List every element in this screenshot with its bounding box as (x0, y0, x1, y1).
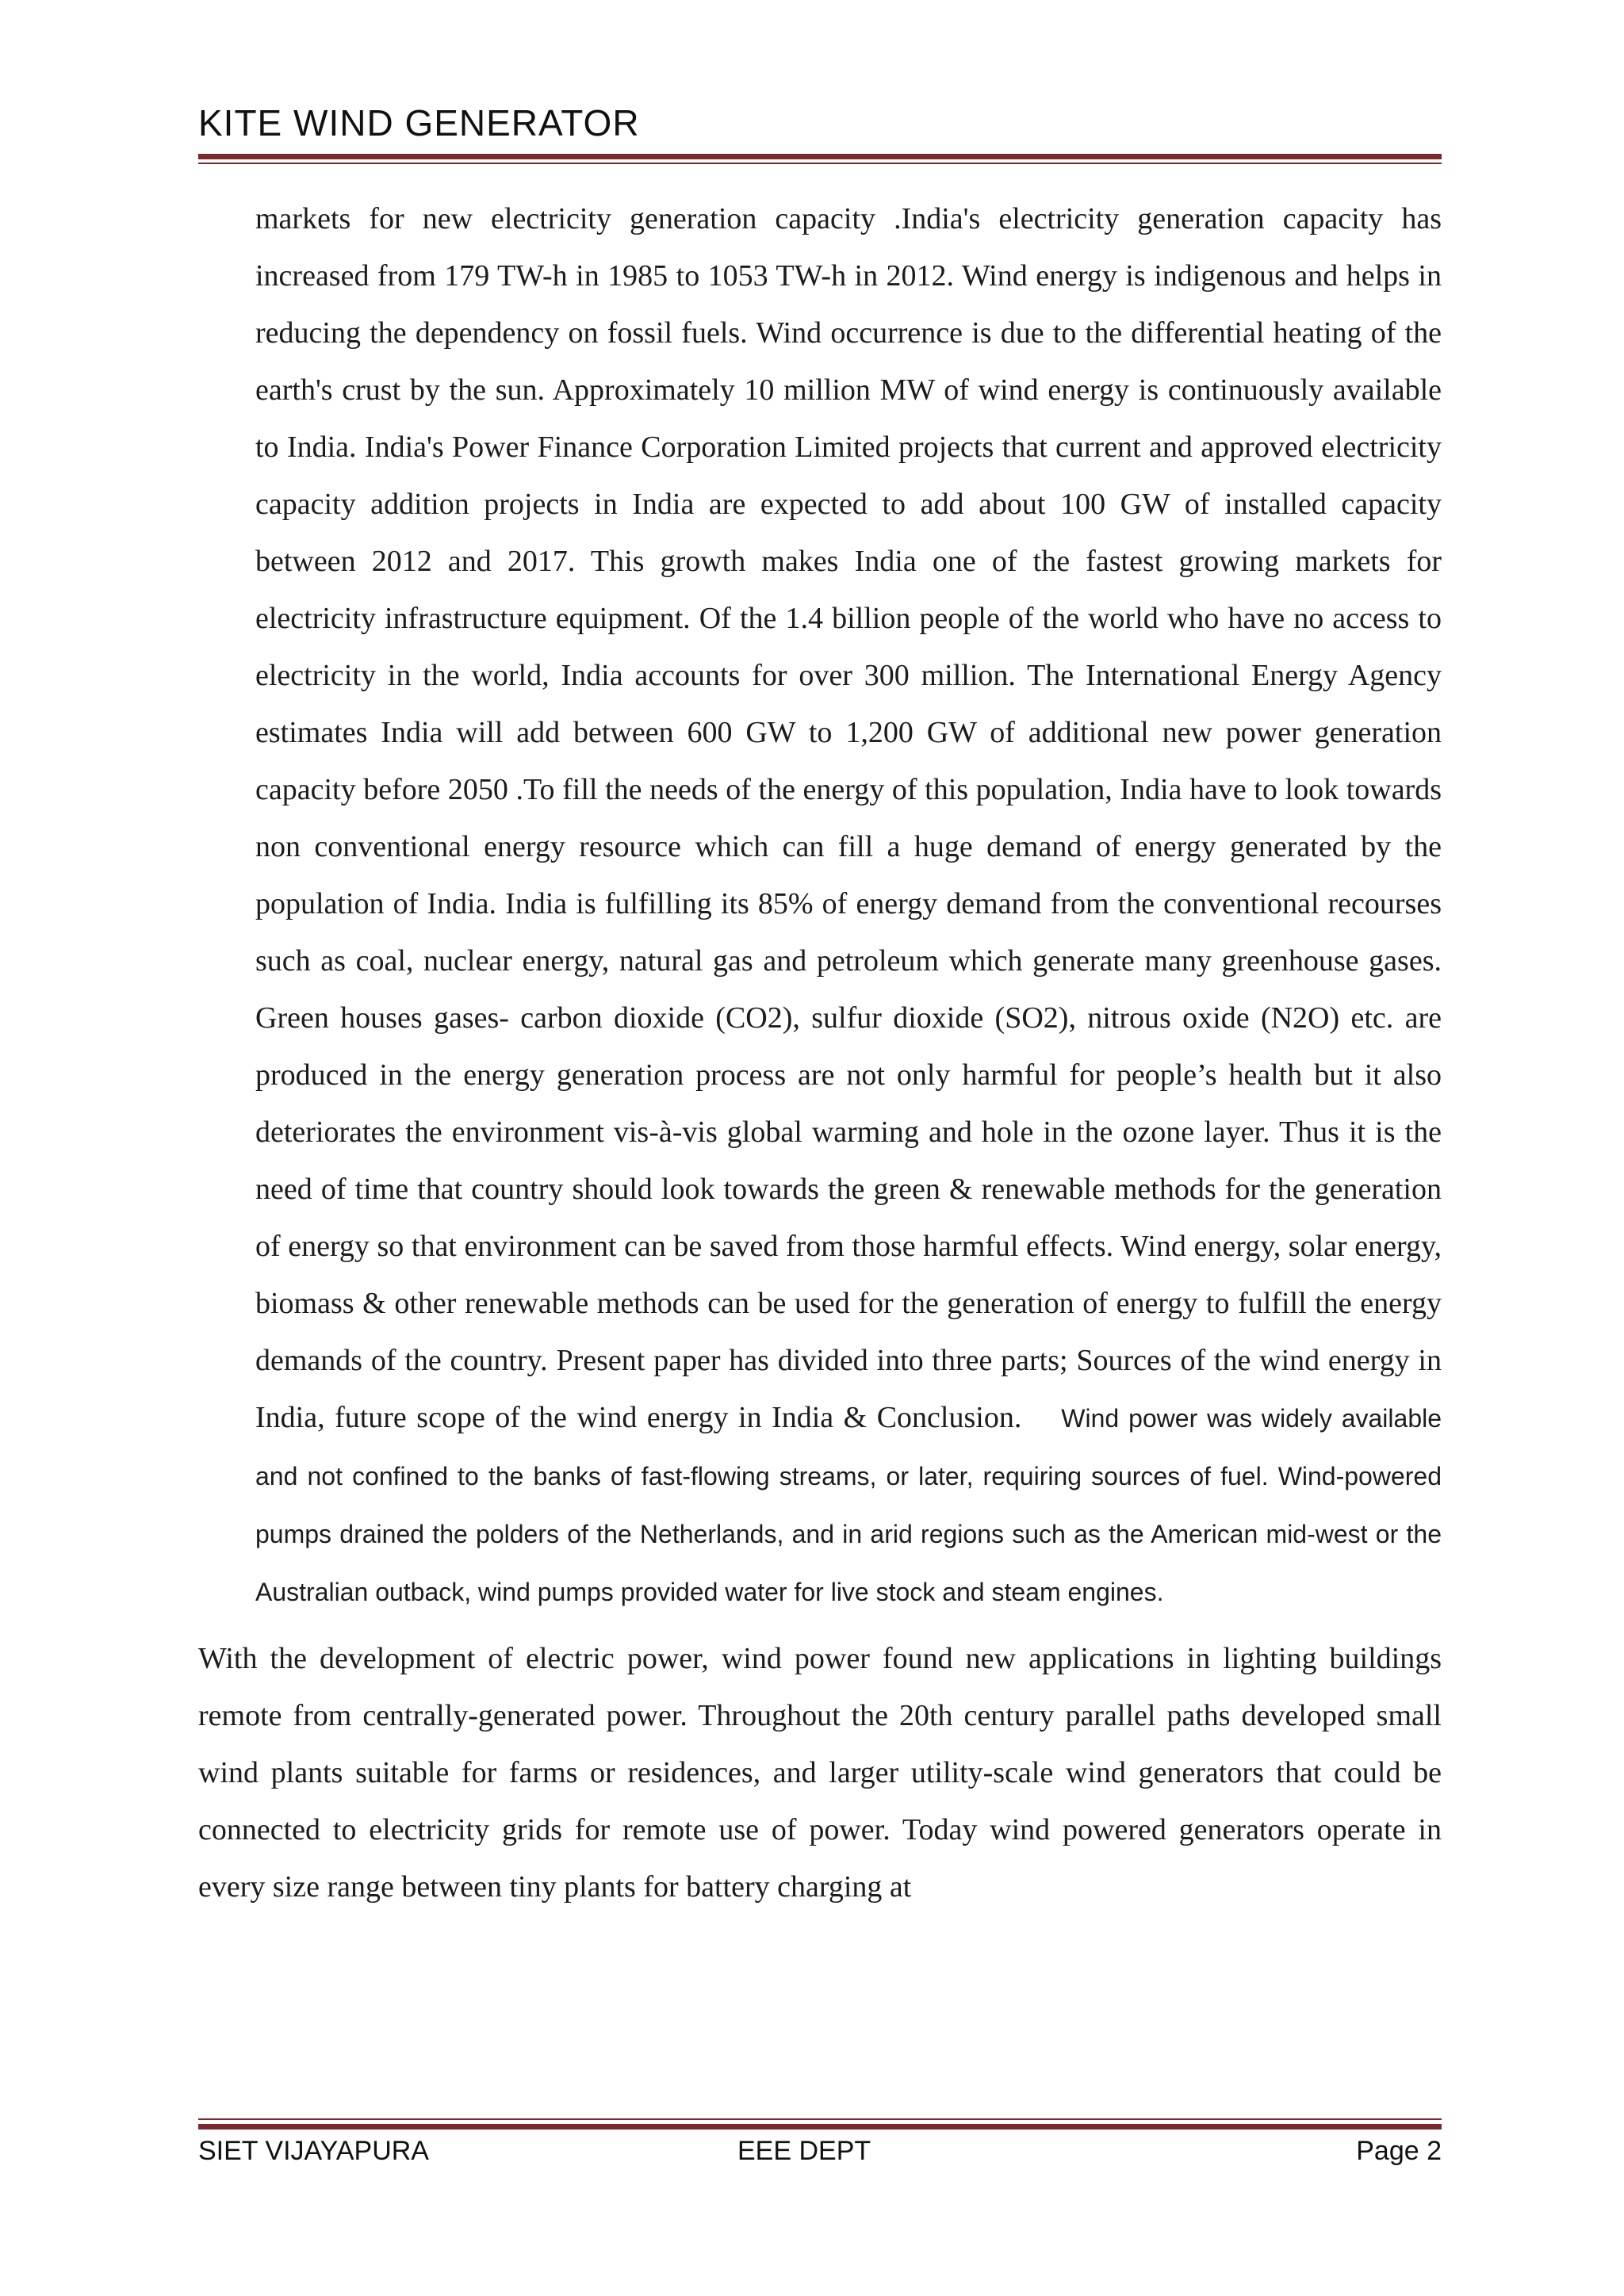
header-rule-thick (198, 154, 1442, 159)
footer-page-number: Page 2 (1356, 2136, 1442, 2166)
body-paragraph-1 (255, 190, 1442, 1621)
header-title: KITE WIND GENERATOR (198, 102, 640, 144)
page-body (198, 190, 1442, 1915)
body-paragraph-2: With the development of electric power, wind power found new applications in lighting buildings remote from centrally-generated power. Throughout the 20th century parallel paths developed small wind plants suitable for farms or residences, and larger utility-scale wind generators that could be connected to electricity grids for remote use of power. Today wind powered generators operate in every size range between tiny plants for battery charging at (198, 1642, 1442, 1904)
footer-text-row (198, 2136, 1442, 2175)
body-paragraph-1-serif-text: markets for new electricity generation capacity .India's electricity generation capacity has increased from 179 TW-h in 1985 to 1053 TW-h in 2012. Wind energy is indigenous and helps in reducing the dependency on fossil fuels. Wind occurrence is due to the differential heating of the earth's crust by the sun. Approximately 10 million MW of wind energy is continuously available to India. India's Power Finance Corporation Limited projects that current and approved electricity capacity addition projects in India are expected to add about 100 GW of installed capacity between 2012 and 2017. This growth makes India one of the fastest growing markets for electricity infrastructure equipment. Of the 1.4 billion people of the world who have no access to electricity in the world, India accounts for over 300 million. The International Energy Agency estimates India will add between 600 GW to 1,200 GW of additional new power generation capacity before 2050 .To fill the needs of the energy of this population, India have to look towards non conventional energy resource which can fill a huge demand of energy generated by the population of India. India is fulfilling its 85% of energy demand from the conventional recourses such as coal, nuclear energy, natural gas and petroleum which generate many greenhouse gases. Green houses gases- carbon dioxide (CO2), sulfur dioxide (SO2), nitrous oxide (N2O) etc. are produced in the energy generation process are not only harmful for people’s health but it also deteriorates the environment vis-à-vis global warming and hole in the ozone layer. Thus it is the need of time that country should look towards the green & renewable methods for the generation of energy so that environment can be saved from those harmful effects. Wind energy, solar energy, biomass & other renewable methods can be used for the generation of energy to fulfill the energy demands of the country. Present paper has divided into three parts; Sources of the wind energy in India, future scope of the wind energy in India & Conclusion. (255, 202, 1442, 1434)
header-rule-thin (198, 163, 1442, 164)
footer-rule-thin (198, 2118, 1442, 2120)
footer-institution: SIET VIJAYAPURA (198, 2136, 429, 2166)
body-paragraph-1-sans-text: Wind power was widely available and not confined to the banks of fast-flowing streams, or later, requiring sources of fuel. Wind-powered pumps drained the polders of the Netherlands, and in arid regions such as the American mid-west or the Australian outback, wind pumps provided water for live stock and steam engines. (255, 1404, 1442, 1606)
footer-rule-thick (198, 2124, 1442, 2130)
footer-department: EEE DEPT (737, 2136, 871, 2166)
